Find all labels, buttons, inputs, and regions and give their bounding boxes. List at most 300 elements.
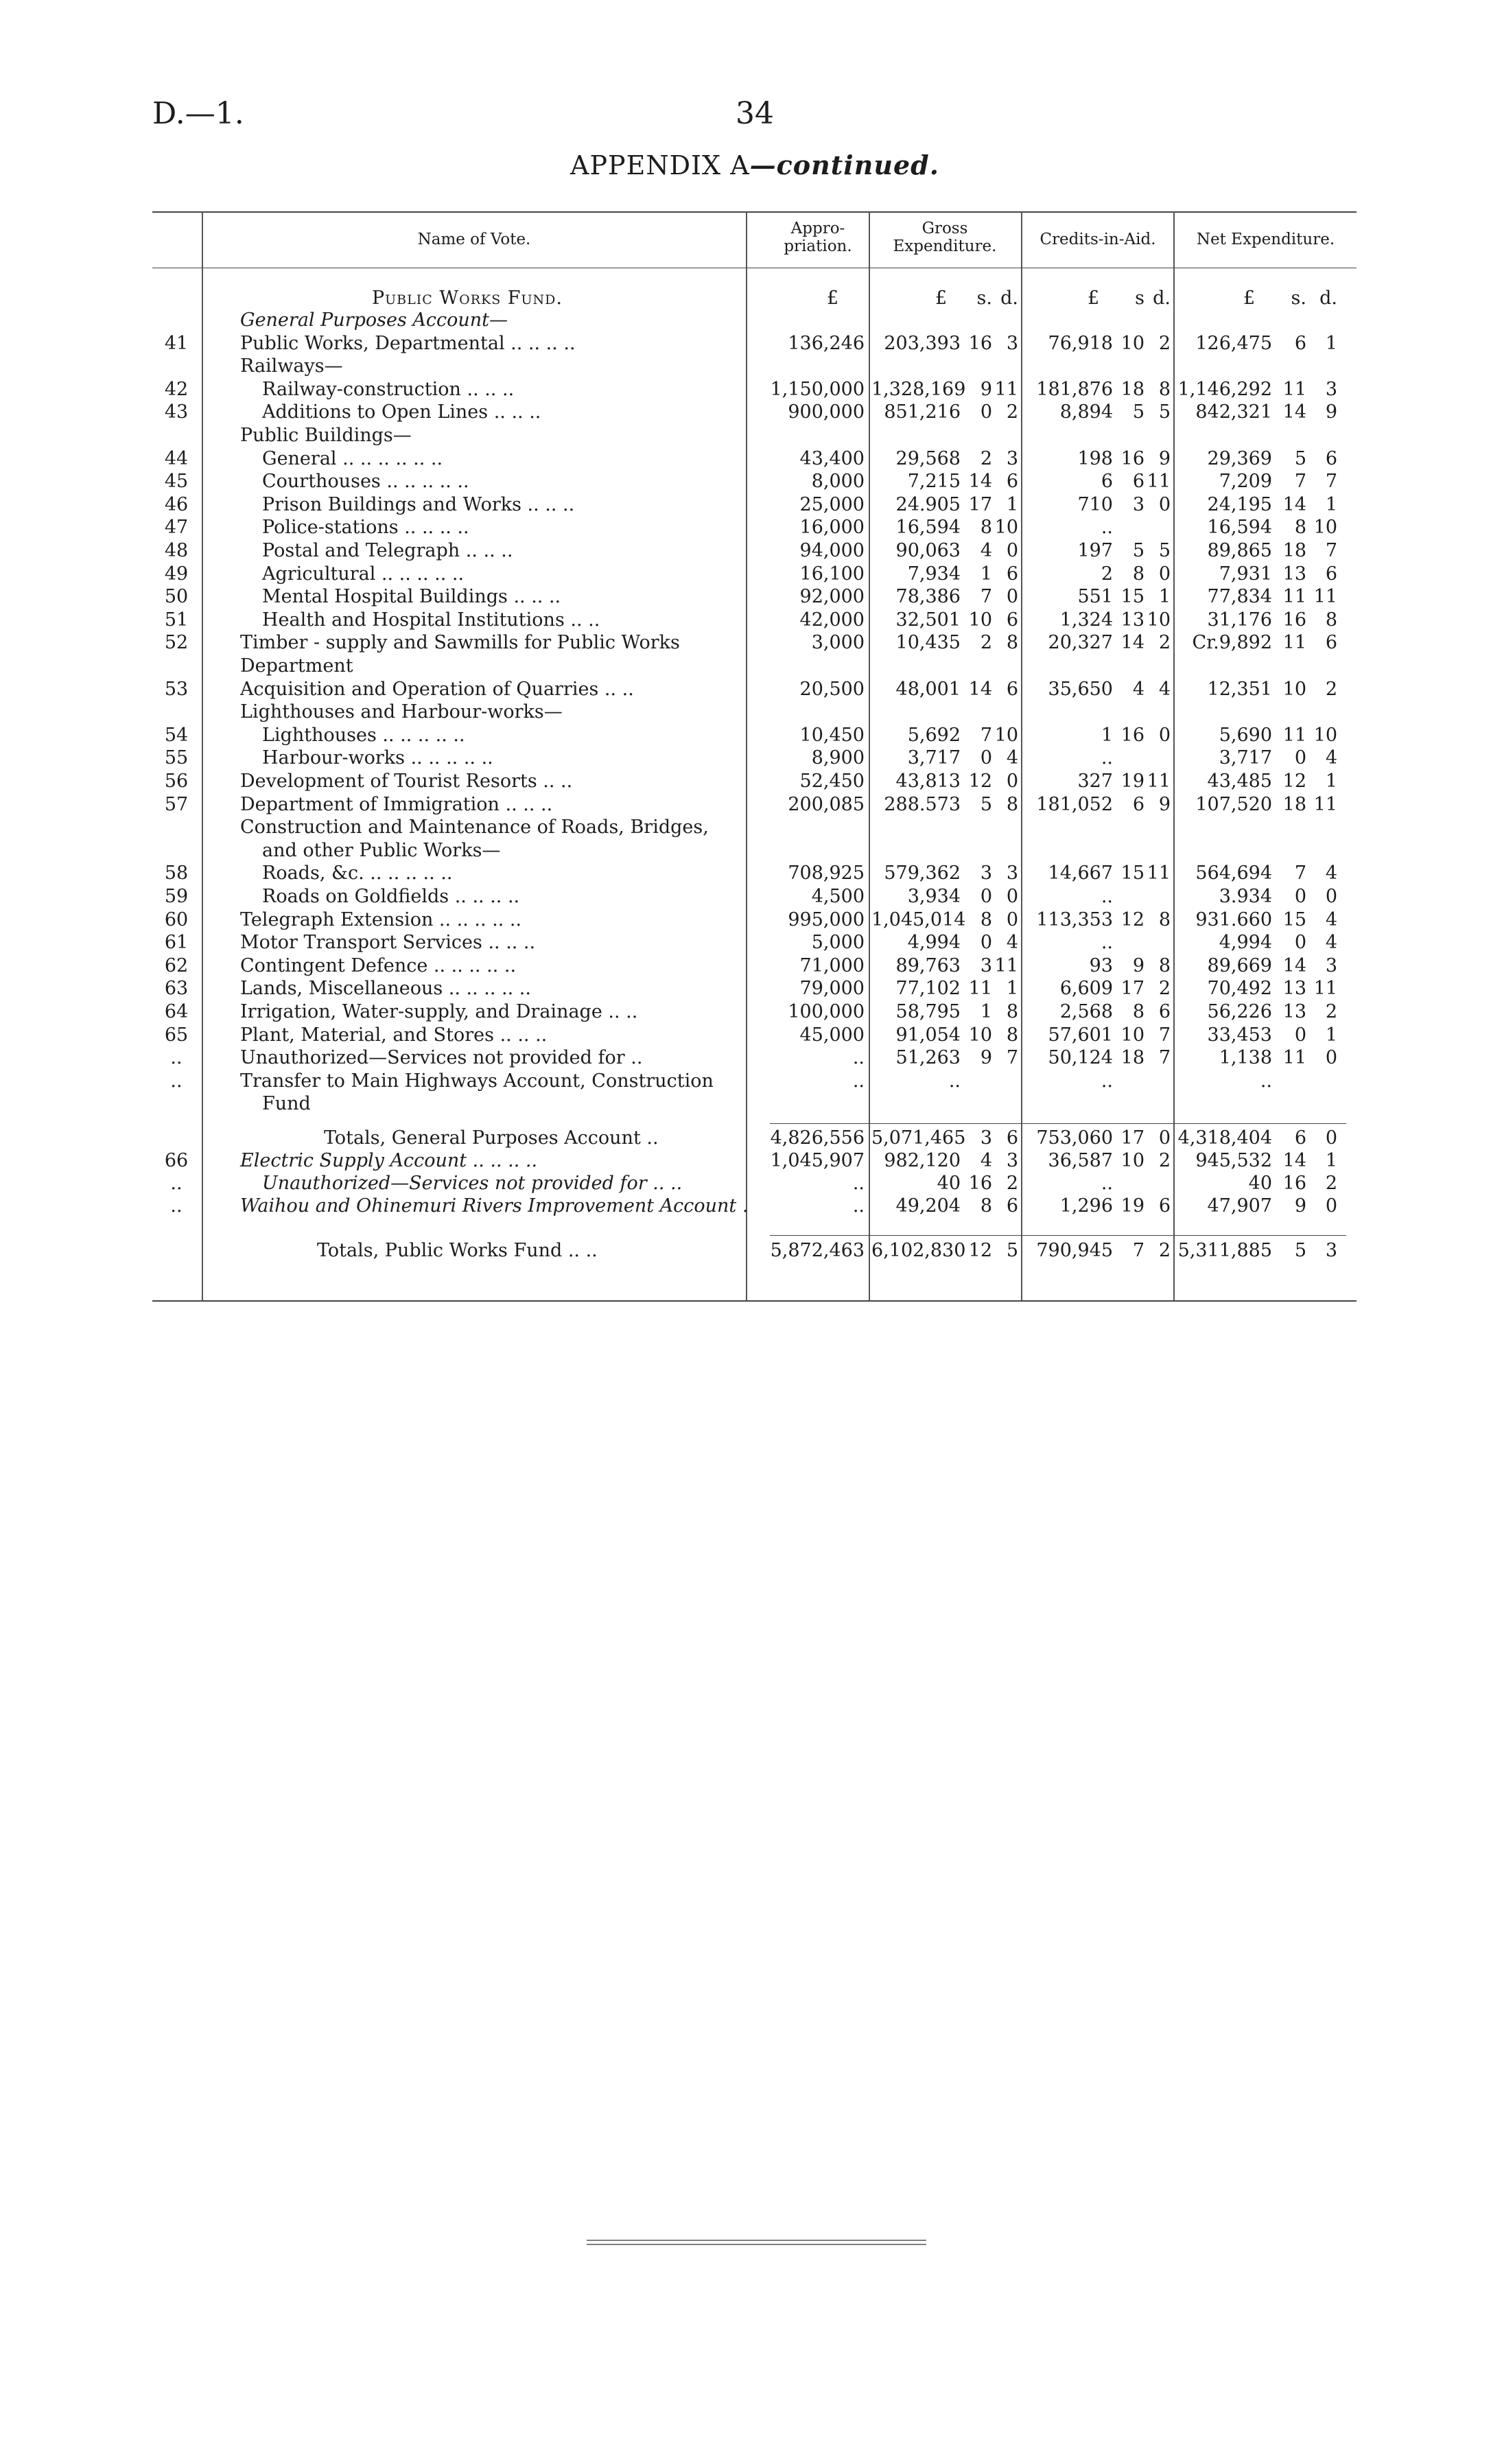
credits-pence-cell: 0: [1158, 1127, 1171, 1149]
table-row: [152, 724, 1357, 747]
vote-number: 59: [164, 886, 189, 907]
vote-name: Fund: [262, 1093, 311, 1114]
currency-credits-pounds: £: [1087, 288, 1099, 309]
credits-shillings-cell: 19: [1120, 1195, 1144, 1217]
credits-shillings-cell: 9: [1132, 955, 1144, 976]
end-of-section-rule: [587, 2239, 926, 2246]
net-pence-cell: 11: [1313, 978, 1337, 999]
gross-shillings-cell: 9: [980, 1047, 992, 1068]
net-pounds-cell: 16,594: [1207, 517, 1272, 538]
credits-pounds-cell: 327: [1077, 771, 1113, 792]
vote-number: 65: [164, 1024, 189, 1046]
net-pounds-cell: 12,351: [1207, 679, 1272, 700]
vote-name: General .. .. .. .. .. ..: [262, 448, 443, 469]
table-row: [152, 1195, 1357, 1217]
gross-shillings-cell: 12: [968, 771, 992, 792]
gross-pence-cell: 3: [1006, 333, 1018, 354]
vote-number: 60: [164, 909, 189, 930]
appropriation-cell: 20,500: [799, 679, 865, 700]
gross-pounds-cell: 78,386: [895, 586, 961, 607]
appropriation-cell: ..: [852, 1070, 865, 1092]
net-pence-cell: 10: [1313, 725, 1337, 746]
gross-pence-cell: 3: [1006, 863, 1018, 884]
net-shillings-cell: 11: [1282, 725, 1306, 746]
table-row: [152, 747, 1357, 769]
net-pence-cell: 7: [1325, 540, 1337, 561]
vote-name: Postal and Telegraph .. .. ..: [262, 540, 513, 561]
net-pounds-cell: 31,176: [1207, 609, 1272, 631]
vote-name: Irrigation, Water-supply, and Drainage .. ..: [240, 1001, 638, 1022]
appendix-title-main: APPENDIX A: [570, 150, 750, 180]
currency-net-pounds: £: [1243, 288, 1255, 309]
net-pounds-cell: 3,717: [1219, 747, 1272, 768]
vote-name: Motor Transport Services .. .. ..: [240, 932, 536, 953]
appropriation-cell: 10,450: [799, 725, 865, 746]
appropriation-cell: ..: [852, 1195, 865, 1217]
credits-shillings-cell: 12: [1120, 909, 1144, 930]
appropriation-cell: 3,000: [811, 632, 865, 653]
credits-pence-cell: 2: [1158, 1240, 1171, 1261]
credits-pounds-cell: 6,609: [1059, 978, 1113, 999]
gross-shillings-cell: 0: [980, 932, 992, 953]
credits-pounds-cell: 57,601: [1048, 1024, 1113, 1046]
table-row: [152, 793, 1357, 816]
credits-shillings-cell: 7: [1132, 1240, 1144, 1261]
credits-pence-cell: 6: [1158, 1001, 1171, 1022]
credits-pence-cell: 8: [1158, 955, 1171, 976]
credits-pence-cell: 2: [1158, 1150, 1171, 1171]
currency-app: £: [826, 288, 838, 309]
gross-pence-cell: 6: [1006, 679, 1018, 700]
table-row: [152, 470, 1357, 493]
net-pounds-cell: 7,209: [1219, 471, 1272, 492]
net-pounds-cell: 89,865: [1207, 540, 1272, 561]
credits-pounds-cell: 2,568: [1059, 1001, 1113, 1022]
gross-pence-cell: 4: [1006, 932, 1018, 953]
gross-pounds-cell: 32,501: [895, 609, 961, 631]
currency-net-d: d.: [1319, 288, 1337, 309]
gross-pence-cell: 11: [994, 955, 1018, 976]
net-shillings-cell: 16: [1282, 609, 1306, 631]
currency-credits-d: d.: [1153, 288, 1171, 309]
table-row: [152, 816, 1357, 838]
gross-shillings-cell: 16: [968, 1173, 992, 1194]
vote-number: 42: [164, 379, 189, 400]
header-credits-in-aid: Credits-in-Aid.: [1040, 231, 1156, 248]
net-pounds-cell: 842,321: [1195, 401, 1272, 423]
vote-name: Construction and Maintenance of Roads, Bridges,: [240, 817, 709, 838]
net-shillings-cell: 10: [1282, 679, 1306, 700]
gross-pence-cell: 6: [1006, 563, 1018, 585]
grand-total-rule: [770, 1235, 1346, 1236]
table-row: [152, 539, 1357, 562]
credits-pounds-cell: ..: [1101, 932, 1113, 953]
credits-pence-cell: 0: [1158, 563, 1171, 585]
credits-pence-cell: 7: [1158, 1024, 1171, 1046]
credits-pounds-cell: 198: [1077, 448, 1113, 469]
net-pounds-cell: 70,492: [1207, 978, 1272, 999]
gross-pounds-cell: 3,934: [907, 886, 961, 907]
vote-number: 52: [164, 632, 189, 653]
net-pence-cell: 7: [1325, 471, 1337, 492]
gross-shillings-cell: 2: [980, 448, 992, 469]
vote-number: ..: [170, 1173, 183, 1194]
vote-number: 50: [164, 586, 189, 607]
net-pounds-cell: 5,311,885: [1177, 1240, 1272, 1261]
appropriation-cell: 43,400: [799, 448, 865, 469]
appropriation-cell: 100,000: [788, 1001, 865, 1022]
net-pence-cell: 0: [1325, 1127, 1337, 1149]
table-row: [152, 885, 1357, 908]
gross-pence-cell: 8: [1006, 1001, 1018, 1022]
credits-pence-cell: 9: [1158, 448, 1171, 469]
gross-shillings-cell: 4: [980, 540, 992, 561]
vote-number: 62: [164, 955, 189, 976]
gross-pence-cell: 11: [994, 379, 1018, 400]
gross-shillings-cell: 12: [968, 1240, 992, 1261]
net-pounds-cell: 3.934: [1219, 886, 1272, 907]
appropriation-cell: 16,000: [799, 517, 865, 538]
vote-name: Electric Supply Account .. .. .. ..: [240, 1150, 538, 1171]
appropriation-cell: 4,500: [811, 886, 865, 907]
net-pounds-cell: ..: [1260, 1070, 1272, 1092]
vote-name: Timber - supply and Sawmills for Public Works: [240, 632, 680, 653]
vote-name: Department of Immigration .. .. ..: [240, 794, 553, 815]
vote-name: Public Works, Departmental .. .. .. ..: [240, 333, 576, 354]
credits-pounds-cell: ..: [1101, 517, 1113, 538]
credits-pounds-cell: 93: [1089, 955, 1113, 976]
appropriation-cell: 42,000: [799, 609, 865, 631]
table-bottom-rule: [152, 1300, 1357, 1302]
net-pence-cell: 4: [1325, 909, 1337, 930]
vote-number: ..: [170, 1047, 183, 1068]
appropriation-cell: 94,000: [799, 540, 865, 561]
table-row: [152, 701, 1357, 723]
gross-pence-cell: 8: [1006, 1024, 1018, 1046]
net-pence-cell: 2: [1325, 1173, 1337, 1194]
vote-name: Transfer to Main Highways Account, Construction: [240, 1070, 714, 1092]
vote-number: 44: [164, 448, 189, 469]
vote-name: General Purposes Account—: [240, 309, 508, 331]
net-shillings-cell: 0: [1294, 932, 1306, 953]
table-row: [152, 1024, 1357, 1046]
net-pence-cell: 1: [1325, 333, 1337, 354]
credits-pence-cell: 11: [1147, 863, 1171, 884]
document-code: D.—1.: [152, 96, 244, 131]
credits-shillings-cell: 6: [1132, 794, 1144, 815]
net-shillings-cell: 11: [1282, 379, 1306, 400]
net-shillings-cell: 18: [1282, 794, 1306, 815]
vote-name: Department: [240, 655, 353, 677]
vote-number: ..: [170, 1195, 183, 1217]
vote-name: Telegraph Extension .. .. .. .. ..: [240, 909, 522, 930]
net-shillings-cell: 14: [1282, 1150, 1306, 1171]
vote-name: Contingent Defence .. .. .. .. ..: [240, 955, 517, 976]
table-row: [152, 977, 1357, 1000]
appropriation-cell: ..: [852, 1173, 865, 1194]
credits-pence-cell: 2: [1158, 978, 1171, 999]
credits-shillings-cell: 3: [1132, 494, 1144, 515]
net-pounds-cell: 89,669: [1207, 955, 1272, 976]
gross-pence-cell: 0: [1006, 540, 1018, 561]
vote-name: Roads, &c. .. .. .. .. ..: [262, 863, 453, 884]
table-row: [152, 424, 1357, 447]
appropriation-cell: 136,246: [788, 333, 865, 354]
net-pence-cell: 0: [1325, 886, 1337, 907]
gross-pounds-cell: 6,102,830: [871, 1240, 966, 1261]
vote-number: 41: [164, 333, 189, 354]
currency-gross-s: s.: [976, 288, 992, 309]
credits-pence-cell: 4: [1158, 679, 1171, 700]
gross-pounds-cell: 3,717: [907, 747, 961, 768]
gross-shillings-cell: 9: [980, 379, 992, 400]
net-shillings-cell: 0: [1294, 886, 1306, 907]
appropriation-cell: 45,000: [799, 1024, 865, 1046]
net-shillings-cell: 18: [1282, 540, 1306, 561]
table-row: [152, 1149, 1357, 1172]
vote-number: 66: [164, 1150, 189, 1171]
credits-pounds-cell: 753,060: [1036, 1127, 1113, 1149]
page-number: 34: [736, 96, 774, 131]
gross-pounds-cell: 90,063: [895, 540, 961, 561]
net-shillings-cell: 11: [1282, 1047, 1306, 1068]
table-row: [152, 1070, 1357, 1092]
net-pounds-cell: 56,226: [1207, 1001, 1272, 1022]
gross-pounds-cell: 51,263: [895, 1047, 961, 1068]
net-pounds-cell: 77,834: [1207, 586, 1272, 607]
gross-pounds-cell: 16,594: [895, 517, 961, 538]
table-row: [152, 447, 1357, 470]
credits-pounds-cell: 8,894: [1059, 401, 1113, 423]
vote-number: 53: [164, 679, 189, 700]
credits-pounds-cell: 710: [1077, 494, 1113, 515]
credits-pounds-cell: 197: [1077, 540, 1113, 561]
credits-pence-cell: 2: [1158, 632, 1171, 653]
appropriation-cell: ..: [852, 1047, 865, 1068]
vote-number: 49: [164, 563, 189, 585]
credits-pounds-cell: ..: [1101, 886, 1113, 907]
vote-name: Plant, Material, and Stores .. .. ..: [240, 1024, 548, 1046]
table-row: [152, 839, 1357, 862]
vote-name: Waihou and Ohinemuri Rivers Improvement Account .: [240, 1195, 749, 1217]
credits-pence-cell: 0: [1158, 725, 1171, 746]
credits-shillings-cell: 16: [1120, 725, 1144, 746]
table-row: [152, 631, 1357, 654]
credits-shillings-cell: 19: [1120, 771, 1144, 792]
vote-name: Lighthouses and Harbour-works—: [240, 701, 563, 723]
appropriation-cell: 1,045,907: [770, 1150, 865, 1171]
net-pounds-cell: 4,318,404: [1177, 1127, 1272, 1149]
gross-shillings-cell: 17: [968, 494, 992, 515]
gross-pence-cell: 1: [1006, 978, 1018, 999]
appropriation-cell: 71,000: [799, 955, 865, 976]
net-shillings-cell: 16: [1282, 1173, 1306, 1194]
credits-pounds-cell: 1,296: [1059, 1195, 1113, 1217]
subtotal-row: [152, 1127, 1357, 1149]
vote-number: 58: [164, 863, 189, 884]
credits-pounds-cell: 76,918: [1048, 333, 1113, 354]
table-row: [152, 563, 1357, 585]
vote-name: Agricultural .. .. .. .. ..: [262, 563, 465, 585]
net-pounds-cell: 107,520: [1195, 794, 1272, 815]
net-pence-cell: 6: [1325, 563, 1337, 585]
table-row: [152, 908, 1357, 931]
appropriation-cell: 79,000: [799, 978, 865, 999]
credits-pence-cell: 5: [1158, 540, 1171, 561]
net-pounds-cell: 24,195: [1207, 494, 1272, 515]
vote-name: Health and Hospital Institutions .. ..: [262, 609, 600, 631]
appropriation-cell: 5,872,463: [770, 1240, 865, 1261]
vote-number: 55: [164, 747, 189, 768]
gross-pence-cell: 2: [1006, 1173, 1018, 1194]
net-shillings-cell: 11: [1282, 586, 1306, 607]
gross-shillings-cell: 14: [968, 679, 992, 700]
net-pence-cell: 3: [1325, 955, 1337, 976]
table-row: [152, 1046, 1357, 1069]
net-shillings-cell: 0: [1294, 1024, 1306, 1046]
credits-shillings-cell: 4: [1132, 679, 1144, 700]
gross-shillings-cell: 0: [980, 886, 992, 907]
credits-shillings-cell: 10: [1120, 1024, 1144, 1046]
table-top-rule: [152, 211, 1357, 213]
gross-pence-cell: 0: [1006, 886, 1018, 907]
gross-pounds-cell: 58,795: [895, 1001, 961, 1022]
appropriation-cell: 8,900: [811, 747, 865, 768]
net-shillings-cell: 7: [1294, 863, 1306, 884]
vote-name: Roads on Goldfields .. .. .. ..: [262, 886, 520, 907]
net-shillings-cell: 12: [1282, 771, 1306, 792]
gross-pence-cell: 8: [1006, 794, 1018, 815]
header-name-of-vote: Name of Vote.: [417, 231, 531, 248]
gross-pence-cell: 6: [1006, 609, 1018, 631]
credits-pounds-cell: ..: [1101, 1070, 1113, 1092]
fund-title: Public Works Fund.: [372, 288, 563, 309]
net-pence-cell: 6: [1325, 632, 1337, 653]
gross-pence-cell: 5: [1006, 1240, 1018, 1261]
gross-shillings-cell: 8: [980, 517, 992, 538]
credits-shillings-cell: 13: [1120, 609, 1144, 631]
appropriation-cell: 92,000: [799, 586, 865, 607]
vote-name: Harbour-works .. .. .. .. ..: [262, 747, 493, 768]
gross-pence-cell: 0: [1006, 909, 1018, 930]
gross-shillings-cell: 16: [968, 333, 992, 354]
gross-shillings-cell: 8: [980, 909, 992, 930]
net-pence-cell: 8: [1325, 609, 1337, 631]
table-row: [152, 954, 1357, 977]
appropriation-cell: 4,826,556: [770, 1127, 865, 1149]
appropriation-cell: 25,000: [799, 494, 865, 515]
gross-pence-cell: 6: [1006, 471, 1018, 492]
table-row: [152, 1000, 1357, 1023]
net-pence-cell: 1: [1325, 494, 1337, 515]
gross-pounds-cell: 982,120: [884, 1150, 961, 1171]
vote-number: 64: [164, 1001, 189, 1022]
gross-pence-cell: 3: [1006, 448, 1018, 469]
table-row: [152, 655, 1357, 677]
gross-pounds-cell: 5,071,465: [871, 1127, 966, 1149]
credits-shillings-cell: 5: [1132, 540, 1144, 561]
credits-pence-cell: 2: [1158, 333, 1171, 354]
net-pence-cell: 2: [1325, 1001, 1337, 1022]
gross-shillings-cell: 5: [980, 794, 992, 815]
gross-pence-cell: 8: [1006, 632, 1018, 653]
net-shillings-cell: 14: [1282, 955, 1306, 976]
vote-number: 43: [164, 401, 189, 423]
net-pounds-cell: 43,485: [1207, 771, 1272, 792]
currency-credits-s: s: [1135, 288, 1144, 309]
gross-pounds-cell: 7,215: [907, 471, 961, 492]
vote-number: 46: [164, 494, 189, 515]
credits-shillings-cell: 18: [1120, 379, 1144, 400]
net-pence-cell: 4: [1325, 863, 1337, 884]
net-shillings-cell: 5: [1294, 1240, 1306, 1261]
net-pence-cell: 4: [1325, 932, 1337, 953]
gross-pence-cell: 10: [994, 725, 1018, 746]
gross-pounds-cell: 40: [937, 1173, 961, 1194]
gross-pounds-cell: 24.905: [895, 494, 961, 515]
net-shillings-cell: 7: [1294, 471, 1306, 492]
header-net-expenditure: Net Expenditure.: [1196, 231, 1335, 248]
gross-shillings-cell: 2: [980, 632, 992, 653]
credits-pounds-cell: 20,327: [1048, 632, 1113, 653]
vote-number: 61: [164, 932, 189, 953]
net-pence-cell: 6: [1325, 448, 1337, 469]
gross-pence-cell: 4: [1006, 747, 1018, 768]
vote-name: Development of Tourist Resorts .. ..: [240, 771, 573, 792]
gross-pence-cell: 1: [1006, 494, 1018, 515]
vote-name: Totals, General Purposes Account ..: [324, 1127, 659, 1149]
gross-shillings-cell: 10: [968, 1024, 992, 1046]
vote-name: Acquisition and Operation of Quarries .. ..: [240, 679, 634, 700]
gross-pence-cell: 2: [1006, 401, 1018, 423]
credits-shillings-cell: 8: [1132, 1001, 1144, 1022]
gross-pounds-cell: 49,204: [895, 1195, 961, 1217]
gross-pounds-cell: 579,362: [884, 863, 961, 884]
net-pence-cell: 1: [1325, 771, 1337, 792]
net-shillings-cell: 14: [1282, 401, 1306, 423]
table-row: [152, 585, 1357, 608]
gross-pence-cell: 7: [1006, 1047, 1018, 1068]
credits-pence-cell: 9: [1158, 794, 1171, 815]
net-pence-cell: 9: [1325, 401, 1337, 423]
appropriation-cell: 52,450: [799, 771, 865, 792]
gross-shillings-cell: 8: [980, 1195, 992, 1217]
net-pounds-cell: 931.660: [1195, 909, 1272, 930]
vote-number: 45: [164, 471, 189, 492]
gross-pence-cell: 3: [1006, 1150, 1018, 1171]
vote-number: 57: [164, 794, 189, 815]
credits-pence-cell: 10: [1147, 609, 1171, 631]
net-pounds-cell: 1,138: [1219, 1047, 1272, 1068]
net-pence-cell: 3: [1325, 379, 1337, 400]
vote-number: 48: [164, 540, 189, 561]
vote-name: Public Buildings—: [240, 425, 412, 446]
net-shillings-cell: 15: [1282, 909, 1306, 930]
appropriation-cell: 200,085: [788, 794, 865, 815]
vote-name: Courthouses .. .. .. .. ..: [262, 471, 469, 492]
currency-net-s: s.: [1291, 288, 1306, 309]
gross-shillings-cell: 4: [980, 1150, 992, 1171]
gross-shillings-cell: 1: [980, 563, 992, 585]
grand-total-row: [152, 1239, 1357, 1262]
net-shillings-cell: 13: [1282, 978, 1306, 999]
credits-shillings-cell: 18: [1120, 1047, 1144, 1068]
net-shillings-cell: 11: [1282, 632, 1306, 653]
gross-pence-cell: 0: [1006, 771, 1018, 792]
vote-name: Lands, Miscellaneous .. .. .. .. ..: [240, 978, 531, 999]
credits-pounds-cell: 2: [1101, 563, 1113, 585]
credits-pence-cell: 5: [1158, 401, 1171, 423]
